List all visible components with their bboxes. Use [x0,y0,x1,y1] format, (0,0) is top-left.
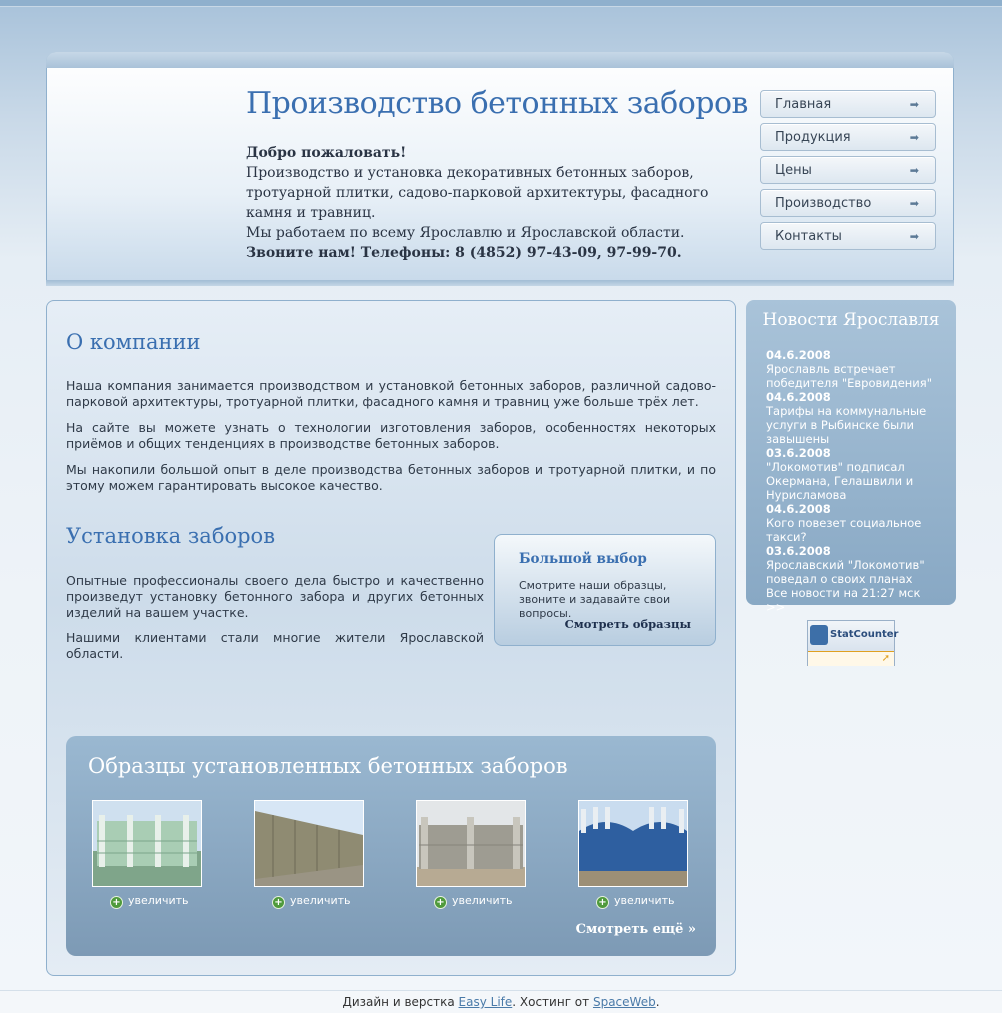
statcounter-logo-icon [810,625,828,645]
fence-thumbnail-2[interactable] [254,800,364,887]
top-strip [0,0,1002,7]
statcounter-label: StatCounter [830,629,899,640]
gallery-panel [66,736,716,956]
news-list [766,348,942,614]
news-panel [746,300,956,614]
statcounter-badge[interactable] [807,620,899,666]
arrow-right-icon: ➡ [909,197,919,210]
news-date: 04.6.2008 [766,502,831,516]
see-more-link[interactable]: Смотреть ещё » [575,922,696,937]
nav-item-label: Цены [775,163,812,178]
news-date: 04.6.2008 [766,348,831,362]
fence-thumbnail-4[interactable] [578,800,688,887]
news-title: Новости Ярославля [762,310,940,330]
nav-item-label: Продукция [775,130,851,145]
news-item-link[interactable]: Ярославский "Локомотив" поведал о своих планах [766,558,925,586]
promo-box [494,534,716,646]
zoom-link-2[interactable] [272,894,350,909]
zoom-plus-icon: + [434,896,447,909]
about-paragraph-2: На сайте вы можете узнать о технологии изготовления заборов, особенностях некоторых приёмов и общих тенденциях в производстве бетонных заборов. [66,420,716,451]
news-date: 03.6.2008 [766,446,831,460]
install-heading: Установка заборов [66,524,276,548]
install-paragraph-2: Нашими клиентами стали многие жители Ярославской области. [66,630,484,661]
footer-suffix: . [655,995,660,1009]
statcounter-top [808,621,899,651]
arrow-up-right-icon: ➚ [881,653,890,664]
promo-title: Большой выбор [519,551,647,567]
zoom-label: увеличить [614,894,675,907]
zoom-plus-icon: + [272,896,285,909]
main-nav [760,90,936,255]
zoom-label: увеличить [452,894,513,907]
zoom-link-3[interactable] [434,894,512,909]
zoom-link-1[interactable] [110,894,188,909]
fence-thumbnail-3[interactable] [416,800,526,887]
fence-thumbnail-1[interactable] [92,800,202,887]
gallery-title: Образцы установленных бетонных заборов [88,754,568,778]
install-paragraph-1: Опытные профессионалы своего дела быстро и качественно произведут установку бетонного забора и других бетонных изделий на вашем участке. [66,573,484,620]
fence-photo-2 [255,801,363,886]
company-description: Производство и установка декоративных бетонных заборов, тротуарной плитки, садово-парковой архитектуры, фасадного камня и травниц. [246,165,709,221]
news-item-link[interactable]: Ярославль встречает победителя "Евровидения" [766,362,932,390]
nav-item-products[interactable] [760,123,936,151]
footer-hosting-prefix: . Хостинг от [512,995,593,1009]
hosting-link[interactable]: SpaceWeb [592,995,656,1009]
intro-text [246,143,736,263]
nav-item-home[interactable] [760,90,936,118]
site-title: Производство бетонных заборов [246,86,748,121]
zoom-link-4[interactable] [596,894,674,909]
nav-item-label: Производство [775,196,872,211]
arrow-right-icon: ➡ [909,164,919,177]
fence-photo-4 [579,801,687,886]
region-text: Мы работаем по всему Ярославлю и Ярославской области. [246,225,685,241]
news-date: 03.6.2008 [766,544,831,558]
nav-item-production[interactable] [760,189,936,217]
nav-item-label: Главная [775,97,832,112]
zoom-label: увеличить [290,894,351,907]
designer-link[interactable]: Easy Life [458,995,513,1009]
footer [0,990,1002,1013]
fence-photo-1 [93,801,201,886]
view-samples-link[interactable]: Смотреть образцы [564,617,691,631]
fence-photo-3 [417,801,525,886]
phones-text: Звоните нам! Телефоны: 8 (4852) 97-43-09, 97-99-70. [246,245,682,261]
arrow-right-icon: ➡ [909,131,919,144]
zoom-plus-icon: + [596,896,609,909]
news-item-link[interactable]: "Локомотив" подписал Окермана, Гелашвили и Нурисламова [766,460,914,502]
welcome-text: Добро пожаловать! [246,145,407,161]
statcounter-bottom [808,651,894,666]
zoom-plus-icon: + [110,896,123,909]
nav-item-prices[interactable] [760,156,936,184]
arrow-right-icon: ➡ [909,230,919,243]
about-heading: О компании [66,330,201,354]
promo-text: Смотрите наши образцы, звоните и задавайте свои вопросы. [519,579,671,620]
all-news-link[interactable]: Все новости на 21:27 мск >> [766,586,921,614]
header-cap [46,52,954,68]
arrow-right-icon: ➡ [909,98,919,111]
footer-design-prefix: Дизайн и верстка [342,995,459,1009]
news-item-link[interactable]: Кого повезет социальное такси? [766,516,922,544]
about-paragraph-3: Мы накопили большой опыт в деле производства бетонных заборов и тротуарной плитки, и по этому можем гарантировать высокое качество. [66,462,716,493]
news-item-link[interactable]: Тарифы на коммунальные услуги в Рыбинске были завышены [766,404,927,446]
news-date: 04.6.2008 [766,390,831,404]
header-bottom-border [46,280,954,286]
nav-item-contacts[interactable] [760,222,936,250]
about-paragraph-1: Наша компания занимается производством и установкой бетонных заборов, различной садово-парковой архитектуры, тротуарной плитки, фасадного камня и травниц уже больше трёх лет. [66,378,716,409]
nav-item-label: Контакты [775,229,842,244]
zoom-label: увеличить [128,894,189,907]
